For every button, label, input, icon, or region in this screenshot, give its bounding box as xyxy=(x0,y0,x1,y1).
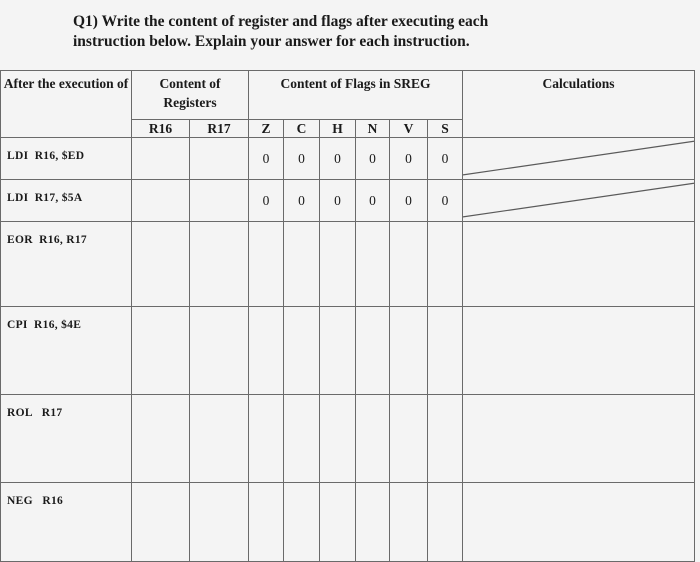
instruction-cell: LDI R17, $5A xyxy=(1,180,132,222)
strike-diagonal xyxy=(463,138,694,179)
instruction-cell: ROL R17 xyxy=(1,395,132,483)
flag-n-cell[interactable] xyxy=(356,483,390,562)
table-row xyxy=(1,138,695,180)
flag-v-cell[interactable] xyxy=(390,222,428,307)
register-r16-cell[interactable] xyxy=(132,222,190,307)
flag-h-cell[interactable] xyxy=(320,307,356,395)
flag-c-cell[interactable] xyxy=(284,222,320,307)
register-r16-cell[interactable] xyxy=(132,307,190,395)
col-flag-n: N xyxy=(356,120,390,138)
flag-h-cell[interactable] xyxy=(320,395,356,483)
calculation-cell[interactable] xyxy=(463,483,695,562)
flag-s-cell[interactable] xyxy=(428,307,463,395)
register-r17-cell[interactable] xyxy=(190,138,249,180)
flag-n-cell[interactable] xyxy=(356,395,390,483)
register-r16-cell[interactable] xyxy=(132,395,190,483)
header-flags: Content of Flags in SREG xyxy=(249,71,463,120)
header-after-execution: After the execution of xyxy=(1,71,132,138)
flag-v-cell[interactable] xyxy=(390,483,428,562)
flag-c-cell[interactable] xyxy=(284,307,320,395)
col-flag-v: V xyxy=(390,120,428,138)
flag-z-cell[interactable] xyxy=(249,395,284,483)
strike-diagonal xyxy=(463,180,694,221)
col-flag-h: H xyxy=(320,120,356,138)
calculation-cell[interactable] xyxy=(463,222,695,307)
flag-s-cell[interactable] xyxy=(428,395,463,483)
instruction-cell: EOR R16, R17 xyxy=(1,222,132,307)
table-row xyxy=(1,222,695,307)
flag-c-cell[interactable]: 0 xyxy=(284,138,320,180)
table-row xyxy=(1,180,695,222)
flag-s-cell[interactable] xyxy=(428,222,463,307)
flag-z-cell[interactable] xyxy=(249,222,284,307)
flag-n-cell[interactable]: 0 xyxy=(356,138,390,180)
flag-v-cell[interactable]: 0 xyxy=(390,180,428,222)
table-row xyxy=(1,307,695,395)
table-row xyxy=(1,483,695,562)
register-r16-cell[interactable] xyxy=(132,483,190,562)
register-r17-cell[interactable] xyxy=(190,395,249,483)
flag-c-cell[interactable]: 0 xyxy=(284,180,320,222)
flag-s-cell[interactable] xyxy=(428,483,463,562)
flag-v-cell[interactable] xyxy=(390,395,428,483)
col-r16: R16 xyxy=(132,120,190,138)
calculation-cell[interactable] xyxy=(463,138,695,180)
flag-c-cell[interactable] xyxy=(284,395,320,483)
col-flag-s: S xyxy=(428,120,463,138)
header-calculations: Calculations xyxy=(463,71,695,138)
calculation-cell[interactable] xyxy=(463,307,695,395)
calculation-cell[interactable] xyxy=(463,395,695,483)
col-flag-c: C xyxy=(284,120,320,138)
register-r16-cell[interactable] xyxy=(132,180,190,222)
register-r17-cell[interactable] xyxy=(190,222,249,307)
flag-n-cell[interactable] xyxy=(356,222,390,307)
col-flag-z: Z xyxy=(249,120,284,138)
table-row xyxy=(1,395,695,483)
flag-z-cell[interactable] xyxy=(249,307,284,395)
register-r16-cell[interactable] xyxy=(132,138,190,180)
calculation-cell[interactable] xyxy=(463,180,695,222)
register-flags-table xyxy=(0,70,695,562)
flag-v-cell[interactable] xyxy=(390,307,428,395)
flag-z-cell[interactable]: 0 xyxy=(249,180,284,222)
instruction-cell: LDI R16, $ED xyxy=(1,138,132,180)
col-r17: R17 xyxy=(190,120,249,138)
flag-h-cell[interactable]: 0 xyxy=(320,138,356,180)
flag-h-cell[interactable] xyxy=(320,222,356,307)
flag-c-cell[interactable] xyxy=(284,483,320,562)
instruction-cell: NEG R16 xyxy=(1,483,132,562)
flag-s-cell[interactable]: 0 xyxy=(428,138,463,180)
question-line-1: Q1) Write the content of register and flags after executing each xyxy=(73,13,489,30)
question-text xyxy=(73,12,673,52)
flag-n-cell[interactable] xyxy=(356,307,390,395)
flag-n-cell[interactable]: 0 xyxy=(356,180,390,222)
register-r17-cell[interactable] xyxy=(190,180,249,222)
flag-z-cell[interactable] xyxy=(249,483,284,562)
flag-h-cell[interactable] xyxy=(320,483,356,562)
register-r17-cell[interactable] xyxy=(190,307,249,395)
flag-v-cell[interactable]: 0 xyxy=(390,138,428,180)
flag-h-cell[interactable]: 0 xyxy=(320,180,356,222)
instruction-cell: CPI R16, $4E xyxy=(1,307,132,395)
flag-z-cell[interactable]: 0 xyxy=(249,138,284,180)
flag-s-cell[interactable]: 0 xyxy=(428,180,463,222)
register-r17-cell[interactable] xyxy=(190,483,249,562)
question-line-2: instruction below. Explain your answer for each instruction. xyxy=(73,33,470,50)
header-registers: Content of Registers xyxy=(132,71,249,120)
